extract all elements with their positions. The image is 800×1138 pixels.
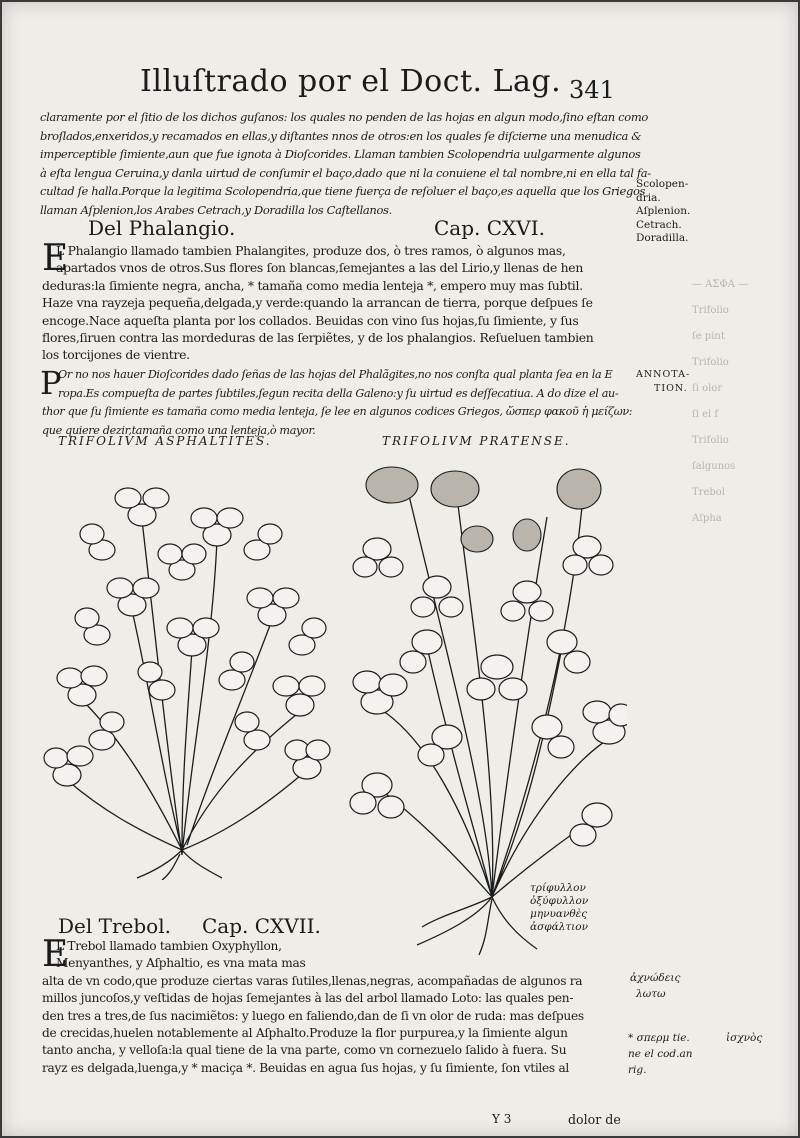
handwritten-note: * σπερμ tie. (628, 1032, 690, 1044)
margin-note: dria. (636, 191, 661, 204)
chapter-number-117: Cap. CXVII. (202, 914, 321, 938)
hand-line: ἀσφάλτιον (530, 921, 588, 933)
margin-note: Doradilla. (636, 232, 689, 244)
margin-note: Scolopen- (636, 178, 689, 190)
handwritten-note: λωτω (636, 988, 666, 1000)
annotation-label-2: TION. (654, 383, 688, 394)
annotation-label: ANNOTA- (636, 369, 691, 380)
bleed-line: Trifolio (692, 305, 729, 316)
hand-line: ὀξύφυλλον (530, 895, 589, 907)
text-line: llaman Aſplenion,los Arabes Cetrach,y Doradilla los Caſtellanos. (40, 202, 392, 217)
text-line: thor que ſu ſimiente es tamaña como media lenteja, ſe lee en algunos codices Griegos, ὥσπερ φακοῦ ἡ μείζων: (42, 405, 633, 419)
book-page (2, 2, 798, 1136)
bleed-line: Trifolio (692, 435, 729, 446)
text-line: claramente por el ſitio de los dichos guſanos: los quales no penden de las hojas en algun modo,ſino eſtan como (40, 110, 648, 124)
handwritten-note: ἰσχνὸς (726, 1032, 763, 1044)
text-line: que quiere dezir,tamaña como una lenteja,ò mayor. (42, 423, 316, 437)
section-title-trebol: Del Trebol. (58, 914, 171, 938)
text-line: apartados vnos de otros.Sus flores ſon blancas,ſemejantes a las del Lirio,y llenas de hen (56, 260, 584, 276)
dropcap-e-trebol: E (42, 934, 69, 975)
text-line: Menyanthes, y Aſphaltio, es vna mata mas (56, 956, 306, 971)
bleed-line: ſalgunos (692, 461, 736, 472)
running-head: Illuſtrado por el Doct. Lag. (140, 64, 562, 99)
section-title-phalangio: Del Phalangio. (88, 216, 236, 240)
handwritten-note: ne el cod.an (628, 1048, 693, 1060)
margin-note: Cetrach. (636, 218, 682, 231)
caption-trifolium-pratense: TRIFOLIVM PRATENSE. (382, 434, 571, 448)
woodcut-trifolium-asphaltites (42, 450, 332, 880)
margin-notes (636, 178, 690, 246)
bleed-line: ſi olor (692, 383, 723, 394)
show-through-text (692, 272, 748, 532)
bleed-line: — ΑΣΦΑ — (692, 279, 749, 290)
caption-trifolium-asphaltites: TRIFOLIVM ASPHALTITES. (58, 434, 272, 448)
text-line: encoge.Nace aqueſta planta por los collados. Beuidas con vino ſus hojas,ſu ſimiente, y ſus (42, 312, 579, 328)
text-line: den tres a tres,de ſus nacimiẽtos: y luego en faliendo,dan de ſi vn olor de ruda: mas deſpues (42, 1008, 584, 1023)
signature-mark: Y 3 (492, 1112, 512, 1126)
handwritten-greek-names (530, 882, 588, 934)
bleed-line: ſi el f (692, 409, 719, 420)
text-line: flores,ſiruen contra las mordeduras de las ſerpiẽtes, y de los phalangios. Reſueluen tambien (42, 330, 594, 346)
text-line: ropa.Es compueſta de partes ſubtiles,ſegun recita della Galeno:y ſu uirtud es deſſecatiua. A do dize el au- (58, 386, 619, 400)
handwritten-note: rig. (628, 1064, 647, 1076)
text-line: los torcijones de vientre. (42, 347, 190, 363)
text-line: imperceptible ſimiente,aun que fue ignota à Dioſcorides. Llaman tambien Scolopendria uulgarmente algunos (40, 147, 641, 162)
text-line: broſlados,enxeridos,y recamados en ellas,y diſtantes nnos de otros:en los quales ſe diſcierne una menudica & (40, 128, 642, 143)
text-line: deduras:la ſimiente negra, ancha, * tamaña como media lenteja *, empero muy mas ſubtil. (42, 277, 583, 293)
dropcap-p-annotation: P (40, 364, 62, 402)
trebol-paragraph (42, 934, 584, 1077)
text-line: L Phalangio llamado tambien Phalangites, produze dos, ò tres ramos, ò algunos mas, (56, 243, 566, 258)
chapter-number-116: Cap. CXVI. (434, 216, 545, 240)
text-line: cultad ſe halla.Porque la legitima Scolopendria,que tiene fuerça de reſoluer el baço,es aquella que los Griegos (40, 184, 646, 199)
text-line: rayz es delgada,luenga,y * maciça *. Beuidas en agua ſus hojas, y ſu ſimiente, ſon vtiles al (42, 1060, 570, 1075)
text-line: millos juncoſos,y veſtidas de hojas ſemejantes à las del arbol llamado Loto: las quales pen- (42, 991, 574, 1006)
intro-paragraph (40, 108, 651, 220)
bleed-line: ſe pint (692, 331, 725, 342)
text-line: de crecidas,huelen notablemente al Aſphalto.Produze la flor purpurea,y la ſimiente algun (42, 1026, 568, 1041)
bleed-line: Aſpha (692, 513, 722, 524)
text-line: L Trebol llamado tambien Oxyphyllon, (56, 939, 282, 953)
phalangio-annotation (42, 366, 632, 440)
margin-note: Aſplenion. (636, 205, 691, 217)
text-line: Haze vna rayzeja pequeña,delgada,y verde:quando la arrancan de tierra, porque deſpues ſe (42, 295, 593, 311)
text-line: à eſta lengua Ceruina,y danla uirtud de conſumir el baço,dado que ni la conuiene el tal nombre,ni en ella tal fa- (40, 165, 651, 180)
text-line: alta de vn codo,que produze ciertas varas ſutiles,llenas,negras, acompañadas de algunos ra (42, 973, 583, 988)
handwritten-note: ἀχνώδεις (630, 972, 681, 984)
text-line: tanto ancha, y velloſa:la qual tiene de la vna parte, como vn cornezuelo ſalido à fuera. Su (42, 1043, 567, 1058)
hand-line: μηνυανθὲς (530, 908, 588, 920)
bleed-line: Trifolio (692, 357, 729, 368)
page-number: 341 (569, 76, 615, 104)
text-line: Or no nos hauer Dioſcorides dado ſeñas de las hojas del Phalãgites,no nos conſta qual planta ſea en la E (58, 368, 613, 381)
dropcap-e-phalangio: E (42, 238, 69, 279)
hand-line: τρίφυλλον (530, 882, 586, 894)
phalangio-paragraph (42, 238, 594, 364)
catchword: dolor de (568, 1112, 621, 1127)
bleed-line: Trebol (692, 487, 725, 498)
